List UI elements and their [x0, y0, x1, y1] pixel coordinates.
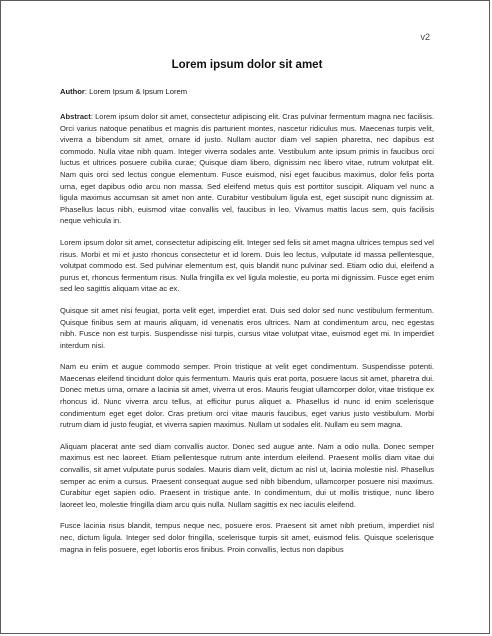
- body-paragraph-3: Nam eu enim et augue commodo semper. Proin tristique at velit eget condimentum. Suspendisse potenti. Maecenas eleifend tincidunt dolor quis fermentum. Mauris quis erat porta, posuere lacus sit amet, pharetra dui. Donec metus urna, ornare a lacinia sit amet, viverra ut eros. Mauris feugiat ullamcorper dolor, vitae tristique ex rhoncus id. Nunc viverra arcu tellus, at efficitur purus aliquet a. Phasellus id nunc id enim scelerisque condimentum eget eget dolor. Cras pretium orci vitae mauris faucibus, eget varius justo vestibulum. Morbi rutrum diam id justo feugiat, et viverra sapien maximus. Nullam ut sodales elit. Nullam eu sem magna.: [60, 362, 434, 430]
- author-line: [60, 86, 434, 98]
- body-paragraph-2: Quisque sit amet nisi feugiat, porta velit eget, imperdiet erat. Duis sed dolor sed nunc vestibulum fermentum. Quisque finibus sem at mauris aliquam, id venenatis eros ultrices. Nam at condimentum arcu, nec egestas nibh. Fusce non est turpis. Suspendisse nisi turpis, cursus vitae volutpat vitae, euismod eget mi. In imperdiet interdum nisi.: [60, 305, 434, 350]
- abstract-text: : Lorem ipsum dolor sit amet, consectetur adipiscing elit. Cras pulvinar fermentum magna nec facilisis. Orci varius natoque penatibus et magnis dis parturient montes, nascetur ridiculus mus. Maecenas turpis velit, viverra a bibendum sit amet, ornare id justo. Nullam auctor diam vel sapien pharetra, nec dapibus est commodo. Nulla vitae nibh quam. Integer viverra sodales ante. Vestibulum ante ipsum primis in faucibus orci luctus et ultrices posuere cubilia curae; Quisque diam libero, dignissim nec libero vitae, rutrum volutpat elit. Nam quis orci sed lectus congue elementum. Fusce euismod, nisi eget faucibus maximus, dolor felis porta urna, eget dapibus odio arcu non massa. Sed eleifend metus quis est porttitor suscipit. Aliquam vel nunc a ligula maximus accumsan sit amet non ante. Curabitur vestibulum ligula est, eget suscipit nunc dignissim at. Phasellus lacus nibh, euismod vitae convallis vel, faucibus in leo. Vivamus mattis lacus sem, quis facilisis neque vehicula in.: [60, 112, 434, 226]
- author-label: Author: [60, 87, 85, 96]
- abstract-paragraph: [60, 111, 434, 227]
- document-body: [60, 59, 434, 565]
- version-label: v2: [420, 32, 430, 42]
- document-title: Lorem ipsum dolor sit amet: [171, 59, 323, 71]
- author-names: : Lorem Ipsum & Ipsum Lorem: [84, 87, 188, 96]
- body-paragraph-1: Lorem ipsum dolor sit amet, consectetur adipiscing elit. Integer sed felis sit amet magna ultrices tempus sed vel risus. Morbi et mi et justo rhoncus consectetur et id lorem. Duis leo lectus, vulputate id massa pellentesque, volutpat commodo est. Sed pulvinar elementum est, quis blandit nunc pulvinar sed. Etiam odio dui, eleifend a purus et, rhoncus fermentum risus. Nulla fringilla ex vel ligula molestie, eu porta mi dignissim. Fusce eget enim sed leo sagittis aliquam vitae ac ex.: [60, 237, 434, 294]
- abstract-label: Abstract: [60, 112, 91, 121]
- body-paragraph-4: Aliquam placerat ante sed diam convallis auctor. Donec sed augue ante. Nam a odio nulla. Donec semper maximus est nec laoreet. Etiam pellentesque rutrum ante interdum eleifend. Praesent mollis diam vitae dui convallis, sit amet vulputate purus sodales. Mauris diam velit, dictum ac nisl ut, lacinia molestie nisl. Phasellus semper ac enim a cursus. Praesent consequat augue sed nibh bibendum, ullamcorper posuere nisi maximus. Curabitur eget sapien odio. Praesent in tristique ante. In condimentum, dui ut mollis tristique, nunc libero laoreet leo, molestie fringilla diam arcu quis nulla. Nullam sagittis ex nec iaculis eleifend.: [60, 441, 434, 509]
- body-paragraph-5: Fusce lacinia risus blandit, tempus neque nec, posuere eros. Praesent sit amet nibh pretium, imperdiet nisl nec, dictum ligula. Integer sed dolor fringilla, scelerisque turpis sit amet, euismod felis. Quisque scelerisque magna in felis posuere, eget lobortis eros finibus. Proin convallis, lectus non dapibus: [60, 521, 434, 554]
